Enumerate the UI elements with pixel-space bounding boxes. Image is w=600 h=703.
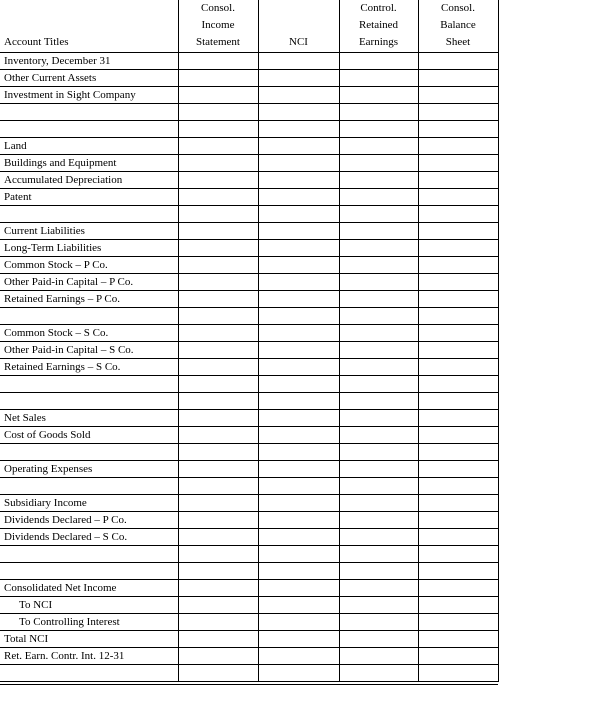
retained-earnings-cell[interactable] (339, 291, 418, 308)
balance-sheet-cell[interactable] (418, 478, 498, 495)
retained-earnings-cell[interactable] (339, 189, 418, 206)
income-statement-cell[interactable] (178, 342, 258, 359)
table-row (0, 70, 498, 87)
table-row (0, 104, 498, 121)
retained-earnings-cell[interactable] (339, 53, 418, 70)
retained-earnings-cell[interactable] (339, 223, 418, 240)
table-row (0, 359, 498, 376)
income-statement-cell[interactable] (178, 240, 258, 257)
nci-cell[interactable] (258, 410, 339, 427)
balance-sheet-cell[interactable] (418, 529, 498, 546)
income-statement-cell[interactable] (178, 104, 258, 121)
table-row (0, 342, 498, 359)
balance-sheet-cell[interactable] (418, 597, 498, 614)
income-statement-cell[interactable] (178, 393, 258, 410)
table-row (0, 257, 498, 274)
nci-cell[interactable] (258, 631, 339, 648)
nci-cell[interactable] (258, 104, 339, 121)
nci-cell[interactable] (258, 563, 339, 580)
balance-sheet-cell[interactable] (418, 359, 498, 376)
account-title-cell: Cost of Goods Sold (0, 427, 178, 444)
retained-earnings-cell[interactable] (339, 546, 418, 563)
account-title-cell: Land (0, 138, 178, 155)
account-title-cell (0, 104, 178, 121)
table-row (0, 665, 498, 682)
nci-cell[interactable] (258, 257, 339, 274)
table-row (0, 325, 498, 342)
balance-sheet-cell[interactable] (418, 104, 498, 121)
income-statement-cell[interactable] (178, 597, 258, 614)
retained-earnings-cell[interactable] (339, 444, 418, 461)
balance-sheet-cell[interactable] (418, 393, 498, 410)
table-row (0, 121, 498, 138)
table-row (0, 444, 498, 461)
nci-cell[interactable] (258, 206, 339, 223)
income-statement-cell[interactable] (178, 461, 258, 478)
account-title-cell: Accumulated Depreciation (0, 172, 178, 189)
nci-cell[interactable] (258, 189, 339, 206)
balance-sheet-cell[interactable] (418, 631, 498, 648)
double-underline (0, 684, 498, 685)
balance-sheet-cell[interactable] (418, 325, 498, 342)
header-consol-balance-sheet: Consol. Balance Sheet (418, 0, 498, 53)
account-title-cell: Long-Term Liabilities (0, 240, 178, 257)
retained-earnings-cell[interactable] (339, 308, 418, 325)
income-statement-cell[interactable] (178, 376, 258, 393)
income-statement-cell[interactable] (178, 631, 258, 648)
retained-earnings-cell[interactable] (339, 461, 418, 478)
account-title-cell (0, 444, 178, 461)
balance-sheet-cell[interactable] (418, 427, 498, 444)
income-statement-cell[interactable] (178, 580, 258, 597)
nci-cell[interactable] (258, 478, 339, 495)
nci-cell[interactable] (258, 308, 339, 325)
account-title-cell: Net Sales (0, 410, 178, 427)
income-statement-cell[interactable] (178, 70, 258, 87)
retained-earnings-cell[interactable] (339, 563, 418, 580)
table-row (0, 580, 498, 597)
account-title-cell: Common Stock – S Co. (0, 325, 178, 342)
table-row (0, 308, 498, 325)
nci-cell[interactable] (258, 291, 339, 308)
retained-earnings-cell[interactable] (339, 597, 418, 614)
account-title-cell: Investment in Sight Company (0, 87, 178, 104)
table-row (0, 376, 498, 393)
nci-cell[interactable] (258, 138, 339, 155)
income-statement-cell[interactable] (178, 274, 258, 291)
table-row (0, 478, 498, 495)
retained-earnings-cell[interactable] (339, 410, 418, 427)
balance-sheet-cell[interactable] (418, 206, 498, 223)
account-title-cell: Patent (0, 189, 178, 206)
retained-earnings-cell[interactable] (339, 580, 418, 597)
nci-cell[interactable] (258, 512, 339, 529)
income-statement-cell[interactable] (178, 665, 258, 682)
table-row (0, 291, 498, 308)
income-statement-cell[interactable] (178, 410, 258, 427)
header-control-retained-earnings: Control. Retained Earnings (339, 0, 418, 53)
income-statement-cell[interactable] (178, 495, 258, 512)
account-title-cell (0, 393, 178, 410)
account-title-cell: Common Stock – P Co. (0, 257, 178, 274)
retained-earnings-cell[interactable] (339, 393, 418, 410)
table-row (0, 274, 498, 291)
income-statement-cell[interactable] (178, 121, 258, 138)
table-row (0, 410, 498, 427)
account-title-cell: To Controlling Interest (0, 614, 178, 631)
account-title-cell (0, 478, 178, 495)
nci-cell[interactable] (258, 393, 339, 410)
nci-cell[interactable] (258, 223, 339, 240)
table-row (0, 614, 498, 631)
nci-cell[interactable] (258, 240, 339, 257)
income-statement-cell[interactable] (178, 529, 258, 546)
nci-cell[interactable] (258, 155, 339, 172)
balance-sheet-cell[interactable] (418, 53, 498, 70)
balance-sheet-cell[interactable] (418, 580, 498, 597)
table-row (0, 597, 498, 614)
retained-earnings-cell[interactable] (339, 665, 418, 682)
retained-earnings-cell[interactable] (339, 614, 418, 631)
income-statement-cell[interactable] (178, 291, 258, 308)
retained-earnings-cell[interactable] (339, 240, 418, 257)
account-title-cell (0, 665, 178, 682)
table-row (0, 495, 498, 512)
income-statement-cell[interactable] (178, 359, 258, 376)
nci-cell[interactable] (258, 614, 339, 631)
income-statement-cell[interactable] (178, 648, 258, 665)
table-row (0, 240, 498, 257)
header-row (0, 0, 498, 53)
balance-sheet-cell[interactable] (418, 70, 498, 87)
balance-sheet-cell[interactable] (418, 291, 498, 308)
table-row (0, 223, 498, 240)
retained-earnings-cell[interactable] (339, 359, 418, 376)
balance-sheet-cell[interactable] (418, 172, 498, 189)
retained-earnings-cell[interactable] (339, 121, 418, 138)
account-title-cell: Retained Earnings – S Co. (0, 359, 178, 376)
income-statement-cell[interactable] (178, 325, 258, 342)
balance-sheet-cell[interactable] (418, 342, 498, 359)
account-title-cell: Ret. Earn. Contr. Int. 12-31 (0, 648, 178, 665)
table-row (0, 206, 498, 223)
retained-earnings-cell[interactable] (339, 427, 418, 444)
income-statement-cell[interactable] (178, 223, 258, 240)
balance-sheet-cell[interactable] (418, 308, 498, 325)
balance-sheet-cell[interactable] (418, 376, 498, 393)
table-row (0, 189, 498, 206)
income-statement-cell[interactable] (178, 427, 258, 444)
account-title-cell (0, 376, 178, 393)
income-statement-cell[interactable] (178, 138, 258, 155)
nci-cell[interactable] (258, 648, 339, 665)
account-title-cell (0, 563, 178, 580)
balance-sheet-cell[interactable] (418, 257, 498, 274)
retained-earnings-cell[interactable] (339, 155, 418, 172)
account-title-cell: Other Current Assets (0, 70, 178, 87)
table-row (0, 53, 498, 70)
table-row (0, 648, 498, 665)
table-row (0, 512, 498, 529)
retained-earnings-cell[interactable] (339, 512, 418, 529)
income-statement-cell[interactable] (178, 444, 258, 461)
account-title-cell: Current Liabilities (0, 223, 178, 240)
nci-cell[interactable] (258, 53, 339, 70)
balance-sheet-cell[interactable] (418, 665, 498, 682)
table-row (0, 155, 498, 172)
income-statement-cell[interactable] (178, 614, 258, 631)
account-title-cell (0, 121, 178, 138)
header-consol-income-statement: Consol. Income Statement (178, 0, 258, 53)
table-row (0, 461, 498, 478)
nci-cell[interactable] (258, 342, 339, 359)
nci-cell[interactable] (258, 665, 339, 682)
income-statement-cell[interactable] (178, 512, 258, 529)
nci-cell[interactable] (258, 376, 339, 393)
balance-sheet-cell[interactable] (418, 121, 498, 138)
balance-sheet-cell[interactable] (418, 138, 498, 155)
table-row (0, 529, 498, 546)
retained-earnings-cell[interactable] (339, 138, 418, 155)
balance-sheet-cell[interactable] (418, 410, 498, 427)
nci-cell[interactable] (258, 359, 339, 376)
nci-cell[interactable] (258, 597, 339, 614)
income-statement-cell[interactable] (178, 53, 258, 70)
account-title-cell: Buildings and Equipment (0, 155, 178, 172)
balance-sheet-cell[interactable] (418, 274, 498, 291)
retained-earnings-cell[interactable] (339, 274, 418, 291)
income-statement-cell[interactable] (178, 189, 258, 206)
income-statement-cell[interactable] (178, 478, 258, 495)
account-title-cell: Inventory, December 31 (0, 53, 178, 70)
account-title-cell: Dividends Declared – S Co. (0, 529, 178, 546)
retained-earnings-cell[interactable] (339, 478, 418, 495)
header-nci: NCI (258, 0, 339, 53)
balance-sheet-cell[interactable] (418, 512, 498, 529)
nci-cell[interactable] (258, 444, 339, 461)
account-title-cell: Other Paid-in Capital – P Co. (0, 274, 178, 291)
table-row (0, 631, 498, 648)
nci-cell[interactable] (258, 495, 339, 512)
income-statement-cell[interactable] (178, 155, 258, 172)
balance-sheet-cell[interactable] (418, 87, 498, 104)
account-title-cell: Operating Expenses (0, 461, 178, 478)
table-row (0, 138, 498, 155)
nci-cell[interactable] (258, 427, 339, 444)
nci-cell[interactable] (258, 461, 339, 478)
account-title-cell: Consolidated Net Income (0, 580, 178, 597)
nci-cell[interactable] (258, 70, 339, 87)
nci-cell[interactable] (258, 172, 339, 189)
retained-earnings-cell[interactable] (339, 342, 418, 359)
balance-sheet-cell[interactable] (418, 563, 498, 580)
table-row (0, 546, 498, 563)
balance-sheet-cell[interactable] (418, 223, 498, 240)
retained-earnings-cell[interactable] (339, 257, 418, 274)
account-title-cell (0, 206, 178, 223)
nci-cell[interactable] (258, 87, 339, 104)
income-statement-cell[interactable] (178, 563, 258, 580)
nci-cell[interactable] (258, 121, 339, 138)
balance-sheet-cell[interactable] (418, 546, 498, 563)
table-row (0, 563, 498, 580)
account-title-cell: Retained Earnings – P Co. (0, 291, 178, 308)
income-statement-cell[interactable] (178, 206, 258, 223)
table-row (0, 172, 498, 189)
retained-earnings-cell[interactable] (339, 325, 418, 342)
balance-sheet-cell[interactable] (418, 444, 498, 461)
retained-earnings-cell[interactable] (339, 172, 418, 189)
retained-earnings-cell[interactable] (339, 104, 418, 121)
income-statement-cell[interactable] (178, 87, 258, 104)
retained-earnings-cell[interactable] (339, 376, 418, 393)
balance-sheet-cell[interactable] (418, 189, 498, 206)
table-row (0, 87, 498, 104)
retained-earnings-cell[interactable] (339, 495, 418, 512)
retained-earnings-cell[interactable] (339, 70, 418, 87)
income-statement-cell[interactable] (178, 308, 258, 325)
account-title-cell: To NCI (0, 597, 178, 614)
header-account-titles: Account Titles (0, 0, 178, 53)
account-title-cell (0, 546, 178, 563)
balance-sheet-cell[interactable] (418, 614, 498, 631)
balance-sheet-cell[interactable] (418, 648, 498, 665)
balance-sheet-cell[interactable] (418, 240, 498, 257)
nci-cell[interactable] (258, 274, 339, 291)
table-row (0, 427, 498, 444)
retained-earnings-cell[interactable] (339, 87, 418, 104)
account-title-cell: Other Paid-in Capital – S Co. (0, 342, 178, 359)
balance-sheet-cell[interactable] (418, 495, 498, 512)
balance-sheet-cell[interactable] (418, 461, 498, 478)
nci-cell[interactable] (258, 580, 339, 597)
account-title-cell: Dividends Declared – P Co. (0, 512, 178, 529)
nci-cell[interactable] (258, 546, 339, 563)
account-title-cell (0, 308, 178, 325)
nci-cell[interactable] (258, 529, 339, 546)
retained-earnings-cell[interactable] (339, 631, 418, 648)
account-title-cell: Subsidiary Income (0, 495, 178, 512)
nci-cell[interactable] (258, 325, 339, 342)
income-statement-cell[interactable] (178, 546, 258, 563)
account-title-cell: Total NCI (0, 631, 178, 648)
table-row (0, 393, 498, 410)
income-statement-cell[interactable] (178, 257, 258, 274)
balance-sheet-cell[interactable] (418, 155, 498, 172)
retained-earnings-cell[interactable] (339, 648, 418, 665)
income-statement-cell[interactable] (178, 172, 258, 189)
retained-earnings-cell[interactable] (339, 206, 418, 223)
retained-earnings-cell[interactable] (339, 529, 418, 546)
